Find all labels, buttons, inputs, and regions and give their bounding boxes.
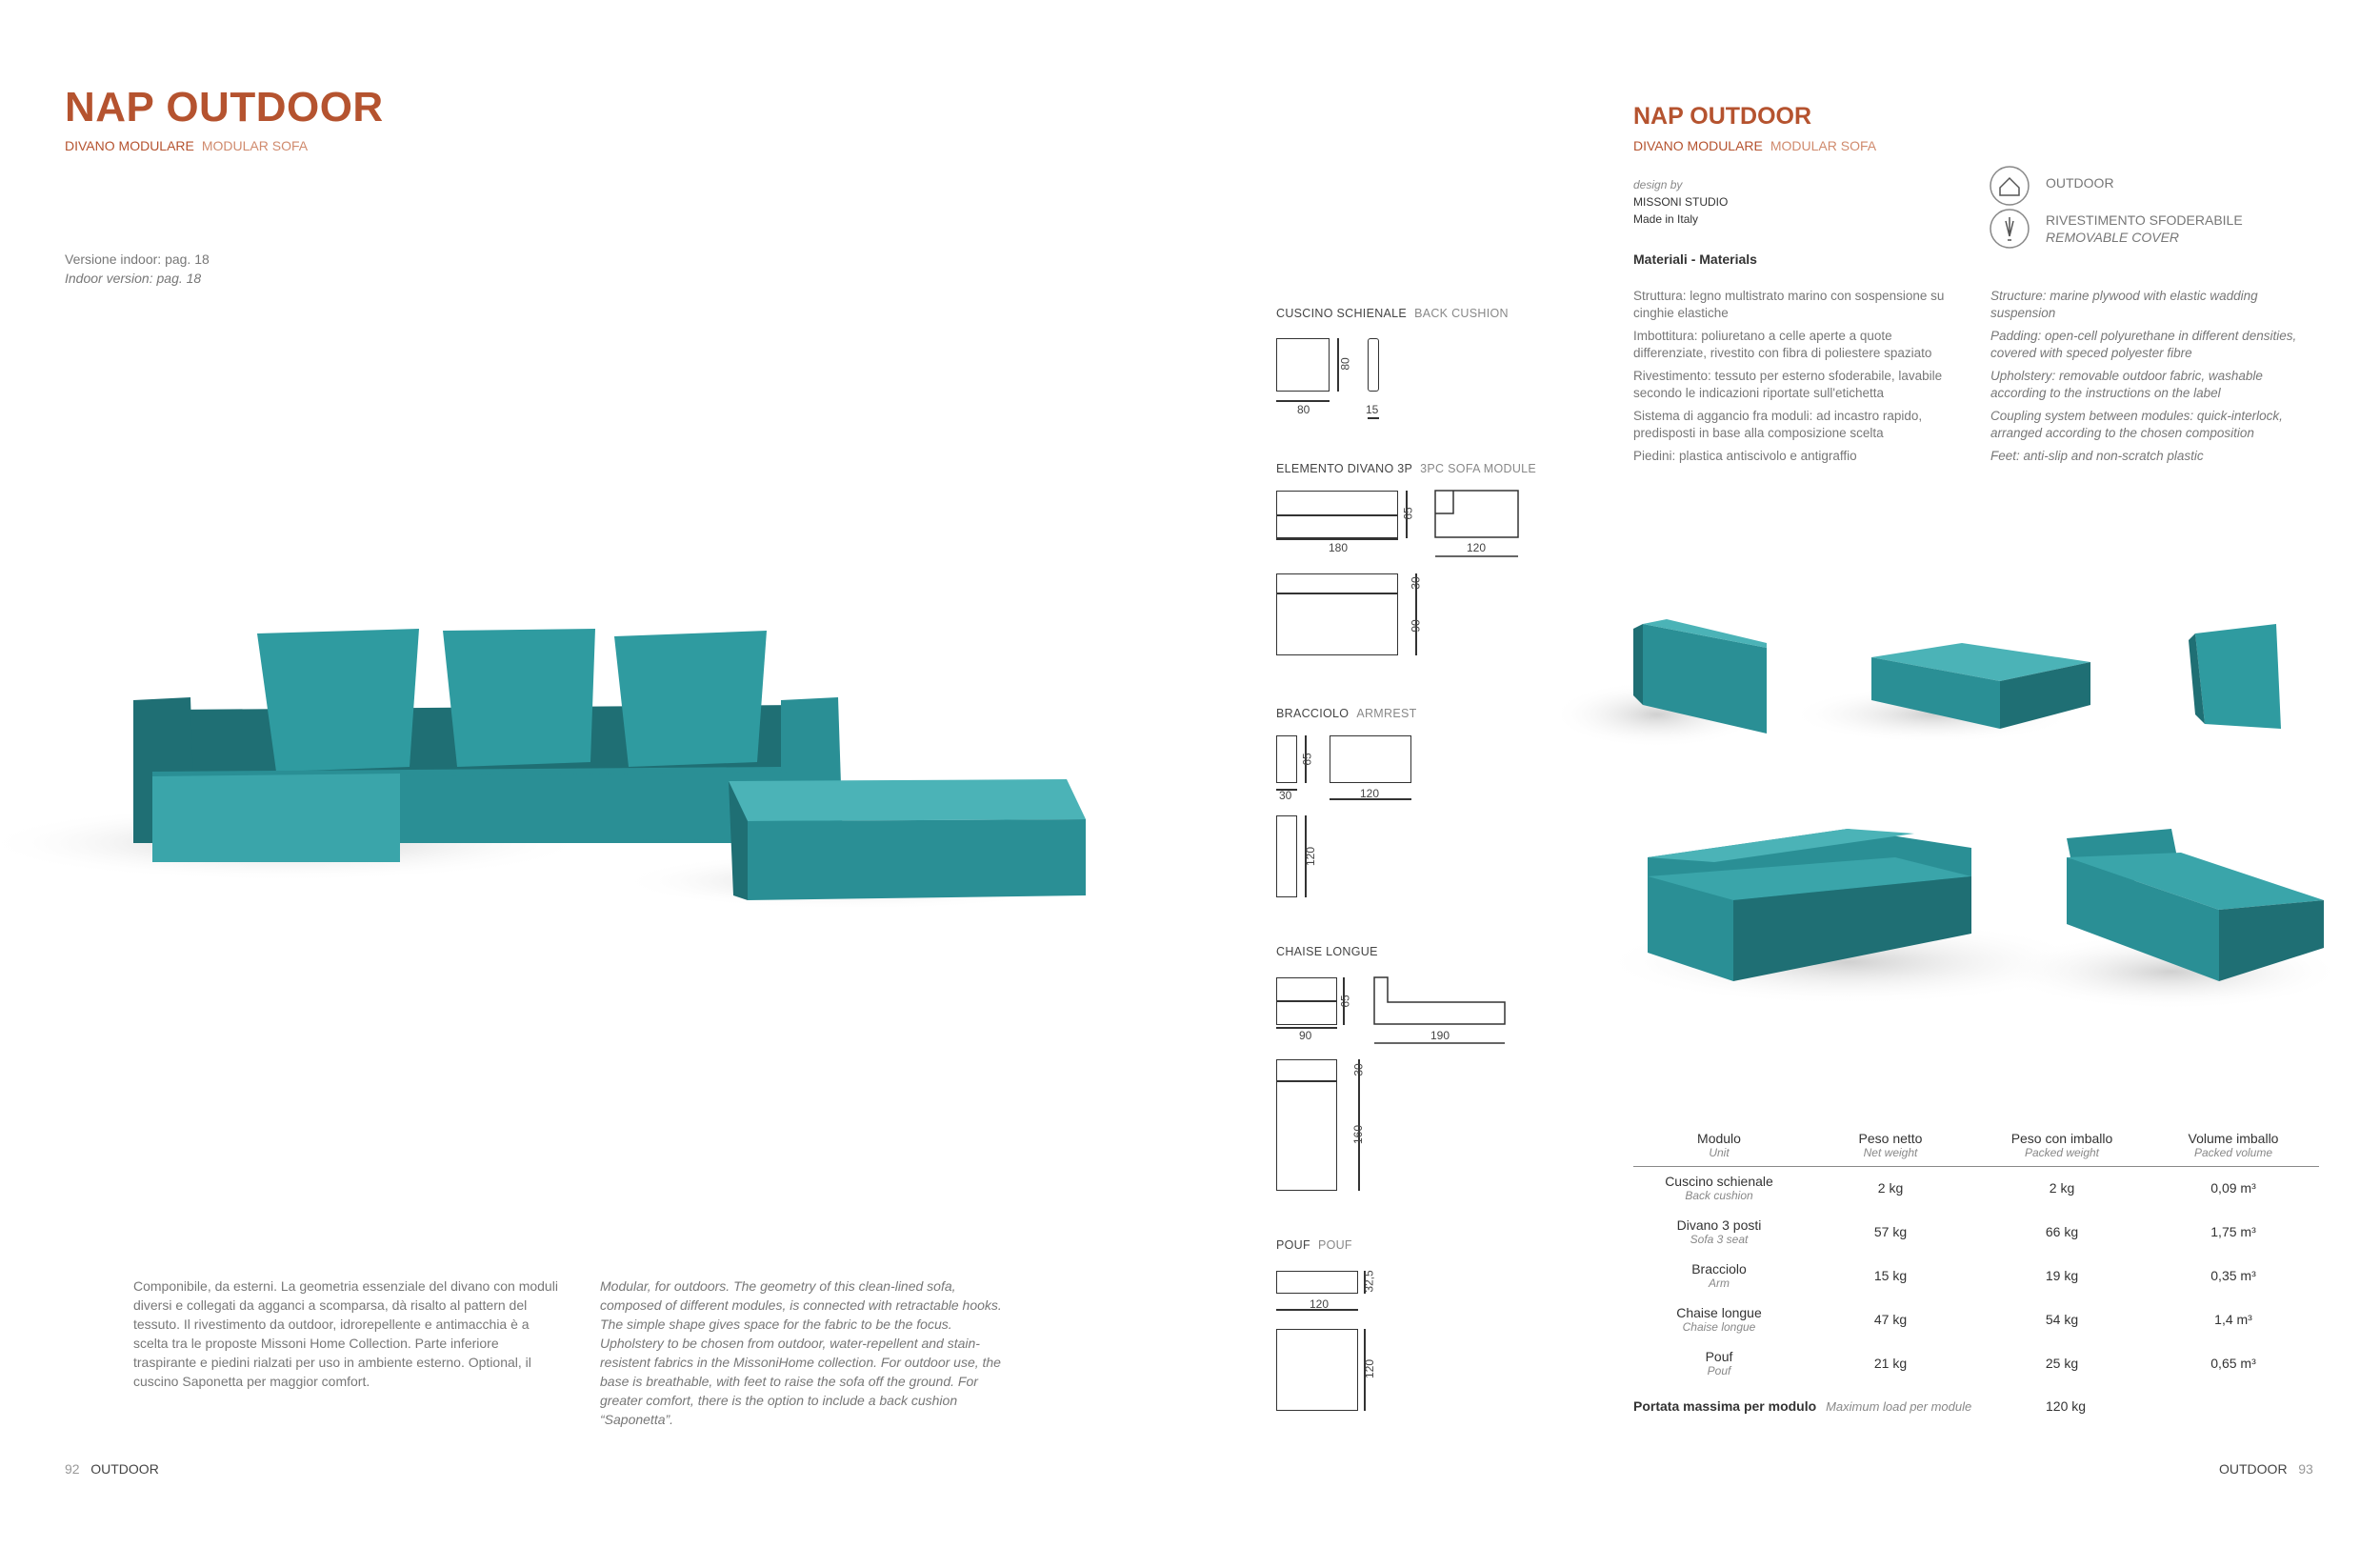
designer-name: MISSONI STUDIO bbox=[1633, 195, 1729, 209]
cell-packed: 54 kg bbox=[2045, 1312, 2079, 1327]
label-en: POUF bbox=[1317, 1238, 1352, 1252]
header-it: Volume imballo bbox=[2188, 1130, 2279, 1146]
unit-en: Chaise longue bbox=[1682, 1320, 1756, 1334]
drawing-pouf-front bbox=[1276, 1271, 1358, 1294]
specifications-table bbox=[1633, 1124, 2319, 1385]
cell-volume: 0,65 m³ bbox=[2210, 1356, 2256, 1371]
label-sofa-module bbox=[1276, 462, 1536, 475]
designer-info bbox=[1633, 176, 1728, 228]
label-it: POUF bbox=[1276, 1238, 1310, 1252]
cell-unit bbox=[1633, 1166, 1805, 1210]
unit-it: Chaise longue bbox=[1676, 1305, 1762, 1320]
material-en: Feet: anti-slip and non-scratch plastic bbox=[1990, 449, 2204, 463]
drawing-sofa-top bbox=[1276, 573, 1398, 655]
footer-section-left: OUTDOOR bbox=[90, 1461, 159, 1477]
unit-en: Arm bbox=[1709, 1277, 1730, 1290]
cell-volume: 1,4 m³ bbox=[2214, 1312, 2252, 1327]
dim-length: 120 bbox=[1304, 846, 1318, 867]
material-it: Imbottitura: poliuretano a celle aperte a quote differenziate, rivestito con fibra di poliestere spaziato bbox=[1633, 329, 1932, 360]
footer-section-right: OUTDOOR bbox=[2219, 1461, 2288, 1477]
cell-net: 2 kg bbox=[1877, 1180, 1904, 1196]
modules-image bbox=[1562, 572, 2343, 1019]
dim-height: 80 bbox=[1338, 357, 1352, 371]
product-subtitle bbox=[1633, 138, 1876, 153]
drawing-chaise-top bbox=[1276, 1059, 1337, 1191]
label-it: BRACCIOLO bbox=[1276, 707, 1350, 720]
unit-it: Cuscino schienale bbox=[1665, 1174, 1773, 1190]
badge-outdoor: OUTDOOR bbox=[2046, 175, 2114, 191]
cell-volume: 0,09 m³ bbox=[2210, 1180, 2256, 1196]
table-row bbox=[1633, 1210, 2319, 1254]
dim-depth: 120 bbox=[1467, 541, 1487, 554]
description-italian: Componibile, da esterni. La geometria essenziale del divano con moduli diversi e collegati da agganci a scomparsa, dà risalto al pattern del tessuto. Il rivestimento da outdoor, idrorepellente e antimacchia è a scelta tra le proposte Missoni Home Collection. Parte inferiore traspirante e piedini rialzati per uso in ambiente esterno. Optional, il cuscino Saponetta per maggior comfort. bbox=[133, 1278, 558, 1389]
label-it: ELEMENTO DIVANO 3P bbox=[1276, 462, 1413, 475]
dim-back: 30 bbox=[1351, 1063, 1366, 1076]
material-it: Rivestimento: tessuto per esterno sfoderabile, lavabile secondo le indicazioni riportate sull'etichetta bbox=[1633, 369, 1943, 400]
material-en: Upholstery: removable outdoor fabric, washable according to the instructions on the label bbox=[1990, 369, 2263, 400]
badge-cover-it: RIVESTIMENTO SFODERABILE bbox=[2046, 212, 2243, 228]
header-en: Packed weight bbox=[2024, 1145, 2100, 1159]
back-cushion-1 bbox=[257, 629, 419, 772]
label-it: CUSCINO SCHIENALE bbox=[1276, 307, 1408, 320]
header-packed-volume bbox=[2148, 1124, 2319, 1166]
max-load-value: 120 kg bbox=[2046, 1398, 2087, 1414]
max-load-it: Portata massima per modulo bbox=[1633, 1398, 1817, 1414]
badge-removable-cover bbox=[2046, 211, 2243, 246]
header-en: Packed volume bbox=[2193, 1145, 2273, 1159]
indoor-en: Indoor version: pag. 18 bbox=[65, 271, 202, 286]
cell-volume: 1,75 m³ bbox=[2210, 1224, 2256, 1239]
outdoor-icon bbox=[1989, 165, 2030, 207]
page-number-left: 92 bbox=[65, 1461, 80, 1477]
dim-width: 30 bbox=[1279, 789, 1292, 802]
cell-packed: 66 kg bbox=[2045, 1224, 2079, 1239]
unit-it: Divano 3 posti bbox=[1676, 1217, 1762, 1233]
label-en: 3PC SOFA MODULE bbox=[1420, 462, 1537, 475]
unit-en: Back cushion bbox=[1685, 1189, 1753, 1203]
cell-volume: 0,35 m³ bbox=[2210, 1268, 2256, 1283]
cell-unit bbox=[1633, 1210, 1805, 1254]
dim-depth: 120 bbox=[1360, 787, 1380, 800]
dim-width: 90 bbox=[1299, 1029, 1312, 1042]
dim-depth: 15 bbox=[1366, 403, 1379, 416]
cell-unit bbox=[1633, 1341, 1805, 1385]
header-unit bbox=[1633, 1124, 1805, 1166]
dim-seat: 90 bbox=[1409, 619, 1423, 633]
drawing-back-cushion-side bbox=[1368, 338, 1379, 392]
indoor-it: Versione indoor: pag. 18 bbox=[65, 251, 210, 267]
cell-net: 47 kg bbox=[1873, 1312, 1908, 1327]
header-it: Peso con imballo bbox=[2010, 1130, 2113, 1146]
product-title: NAP OUTDOOR bbox=[1633, 103, 1812, 130]
cell-net: 57 kg bbox=[1873, 1224, 1908, 1239]
footer-right bbox=[2219, 1461, 2313, 1477]
page-title: NAP OUTDOOR bbox=[65, 84, 384, 131]
dim-height: 65 bbox=[1401, 507, 1415, 520]
unit-en: Sofa 3 seat bbox=[1690, 1233, 1749, 1246]
back-cushion-3 bbox=[614, 631, 767, 767]
header-packed-weight bbox=[1976, 1124, 2148, 1166]
material-en: Structure: marine plywood with elastic wadding suspension bbox=[1990, 289, 2258, 320]
table-row bbox=[1633, 1254, 2319, 1297]
pouf bbox=[729, 779, 1086, 821]
subtitle-en: MODULAR SOFA bbox=[1770, 138, 1877, 153]
label-back-cushion bbox=[1276, 307, 1509, 320]
design-by: design by bbox=[1633, 178, 1683, 191]
material-en: Coupling system between modules: quick-interlock, arranged according to the chosen composition bbox=[1990, 409, 2283, 440]
drawing-armrest-front bbox=[1276, 735, 1297, 783]
max-load-en: Maximum load per module bbox=[1826, 1399, 1972, 1414]
materials-italian bbox=[1633, 288, 1962, 471]
dim-length: 120 bbox=[1363, 1358, 1377, 1379]
label-en: ARMREST bbox=[1356, 707, 1417, 720]
material-en: Padding: open-cell polyurethane in different densities, covered with speced polyester fibre bbox=[1990, 329, 2297, 360]
label-armrest bbox=[1276, 707, 1417, 720]
dim-width: 80 bbox=[1297, 403, 1310, 416]
header-it: Peso netto bbox=[1858, 1130, 1923, 1146]
subtitle-en: MODULAR SOFA bbox=[201, 138, 309, 153]
subtitle-it: DIVANO MODULARE bbox=[1633, 138, 1763, 153]
page-number-right: 93 bbox=[2298, 1461, 2313, 1477]
page-subtitle bbox=[65, 138, 308, 153]
max-load bbox=[1633, 1398, 1971, 1414]
cell-net: 21 kg bbox=[1873, 1356, 1908, 1371]
footer-left bbox=[65, 1461, 159, 1477]
cell-unit bbox=[1633, 1297, 1805, 1341]
table-row bbox=[1633, 1341, 2319, 1385]
removable-cover-icon bbox=[1989, 208, 2030, 250]
dim-width: 120 bbox=[1310, 1297, 1330, 1311]
cell-packed: 19 kg bbox=[2045, 1268, 2079, 1283]
label-pouf bbox=[1276, 1238, 1352, 1252]
table-row bbox=[1633, 1166, 2319, 1210]
subtitle-it: DIVANO MODULARE bbox=[65, 138, 194, 153]
material-it: Piedini: plastica antiscivolo e antigraffio bbox=[1633, 449, 1857, 463]
table-header-row bbox=[1633, 1124, 2319, 1166]
cell-packed: 2 kg bbox=[2049, 1180, 2075, 1196]
label-it: CHAISE LONGUE bbox=[1276, 945, 1378, 958]
back-cushion-2 bbox=[443, 629, 595, 767]
sofa-composition-image bbox=[0, 610, 1124, 934]
unit-it: Pouf bbox=[1705, 1349, 1733, 1364]
dim-height: 32,5 bbox=[1362, 1270, 1376, 1293]
material-it: Struttura: legno multistrato marino con sospensione su cinghie elastiche bbox=[1633, 289, 1945, 320]
drawing-armrest-top bbox=[1276, 815, 1297, 897]
drawing-armrest-side bbox=[1330, 735, 1411, 783]
table-row bbox=[1633, 1297, 2319, 1341]
badge-cover-en: REMOVABLE COVER bbox=[2046, 230, 2180, 245]
unit-it: Bracciolo bbox=[1691, 1261, 1747, 1277]
cell-unit bbox=[1633, 1254, 1805, 1297]
cell-net: 15 kg bbox=[1873, 1268, 1908, 1283]
material-it: Sistema di aggancio fra moduli: ad incastro rapido, predisposti in base alla composizione scelta bbox=[1633, 409, 1923, 440]
label-en: BACK CUSHION bbox=[1414, 307, 1509, 320]
dim-back: 30 bbox=[1409, 576, 1423, 590]
header-en: Net weight bbox=[1863, 1145, 1918, 1159]
dim-height: 65 bbox=[1300, 753, 1314, 766]
materials-title: Materiali - Materials bbox=[1633, 251, 1757, 267]
dim-seat: 160 bbox=[1351, 1124, 1366, 1145]
header-it: Modulo bbox=[1697, 1130, 1741, 1146]
drawing-back-cushion-front bbox=[1276, 338, 1330, 392]
description-english: Modular, for outdoors. The geometry of this clean-lined sofa, composed of different modules, is connected with retractable hooks. The simple shape gives space for the fabric to be the focus. Upholstery to be chosen from outdoor, water-repellent and stain-resistent fabrics in the MissoniHome collection. For outdoor use, the base is breathable, with feet to raise the sofa off the ground. For greater comfort, there is the option to include a back cushion “Saponetta”. bbox=[600, 1278, 1002, 1427]
chaise-longue bbox=[152, 774, 400, 862]
unit-en: Pouf bbox=[1707, 1364, 1731, 1377]
dim-height: 65 bbox=[1338, 995, 1352, 1008]
cell-packed: 25 kg bbox=[2045, 1356, 2079, 1371]
materials-english bbox=[1990, 288, 2319, 471]
header-en: Unit bbox=[1709, 1145, 1730, 1159]
dim-width: 180 bbox=[1329, 541, 1349, 554]
indoor-version-note bbox=[65, 250, 210, 288]
label-chaise-longue bbox=[1276, 945, 1378, 958]
drawing-pouf-top bbox=[1276, 1329, 1358, 1411]
dim-depth: 190 bbox=[1430, 1029, 1450, 1042]
module-back-cushion bbox=[2189, 624, 2281, 729]
made-in: Made in Italy bbox=[1633, 212, 1699, 226]
header-net-weight bbox=[1805, 1124, 1976, 1166]
